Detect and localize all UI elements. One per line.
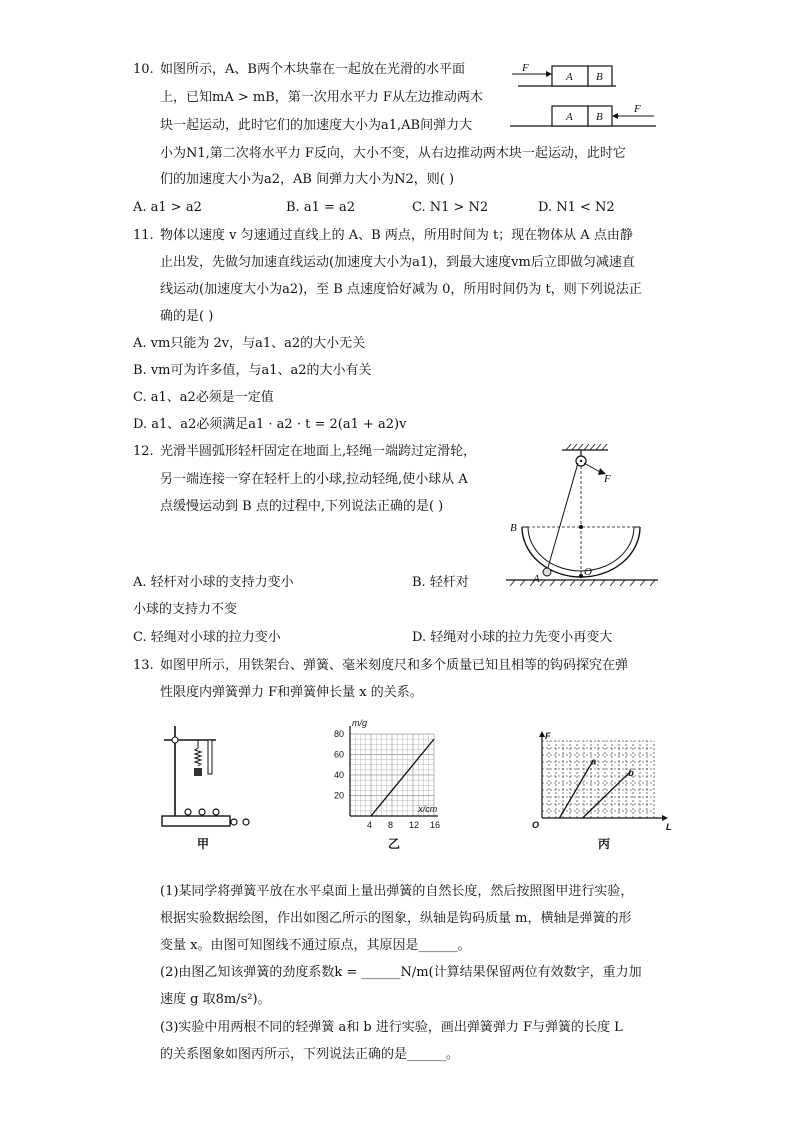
q10-line-1: 如图所示，A、B两个木块靠在一起放在光滑的水平面 — [160, 62, 465, 77]
q12-point-a-label: A — [533, 573, 540, 585]
x-axis-label: L — [666, 822, 672, 832]
q10-option-d: D. N1 < N2 — [538, 200, 615, 215]
q12-number: 12. — [133, 444, 154, 459]
x-axis-label: x/cm — [418, 804, 438, 814]
q12-line-1: 光滑半圆弧形轻杆固定在地面上,轻绳一端跨过定滑轮， — [160, 444, 477, 459]
q13-part2-line-1: (2)由图乙知该弹簧的劲度系数k = ______N/m(计算结果保留两位有效数字，重力加 — [160, 965, 642, 980]
x-tick-label: 4 — [367, 820, 373, 830]
q11-option-a: A. vm只能为 2v，与a1、a2的大小无关 — [133, 336, 366, 351]
q10-blocks-figure — [508, 60, 660, 132]
q13-line-2: 性限度内弹簧弹力 F和弹簧伸长量 x 的关系。 — [160, 685, 423, 700]
q13-number: 13. — [133, 658, 154, 673]
y-tick-label: 60 — [334, 749, 345, 760]
q12-point-o-label: O — [584, 566, 592, 578]
q12-option-c: C. 轻绳对小球的拉力变小 — [133, 630, 281, 645]
q13-part2-line-2: 速度 g 取8m/s²)。 — [160, 992, 271, 1007]
q12-option-b: B. 轻杆对 — [412, 575, 469, 590]
q13-caption-jia: 甲 — [197, 837, 210, 851]
series-line-a — [560, 761, 594, 818]
q10-block-a-label-bottom: A — [566, 111, 573, 123]
q10-line-3: 块一起运动，此时它们的加速度大小为a1,AB间弹力大 — [160, 118, 473, 133]
q13-line-1: 如图甲所示，用铁架台、弹簧、毫米刻度尺和多个质量已知且相等的钩码探究在弹 — [160, 658, 629, 673]
series-label-b: b — [628, 767, 634, 778]
q12-option-d: D. 轻绳对小球的拉力先变小再变大 — [412, 630, 613, 645]
q11-option-b: B. vm可为许多值，与a1、a2的大小有关 — [133, 363, 372, 378]
q13-part3-line-2: 的关系图象如图丙所示，下列说法正确的是______。 — [160, 1047, 460, 1062]
y-tick-label: 20 — [334, 790, 345, 801]
q11-option-c: C. a1、a2必须是一定值 — [133, 390, 274, 405]
q10-option-c: C. N1 > N2 — [412, 200, 489, 215]
q10-number: 10. — [133, 62, 154, 77]
q13-apparatus-figure — [150, 718, 260, 856]
q10-line-5: 们的加速度大小为a2，AB 间弹力大小为N2，则( ) — [160, 172, 455, 187]
q12-option-b-cont: 小球的支持力不变 — [133, 602, 238, 617]
q12-line-3: 点缓慢运动到 B 点的过程中,下列说法正确的是( ) — [160, 499, 444, 514]
q13-caption-yi: 乙 — [388, 837, 401, 851]
q13-part1-line-2: 根据实验数据绘图，作出如图乙所示的图象，纵轴是钩码质量 m，横轴是弹簧的形 — [160, 911, 632, 926]
y-tick-label: 40 — [334, 770, 345, 780]
q10-line-2: 上，已知mA > mB，第一次用水平力 F从左边推动两木 — [160, 90, 483, 105]
q13-chart-bing — [528, 718, 684, 856]
q10-option-a: A. a1 > a2 — [133, 200, 202, 215]
y-axis-label: F — [545, 731, 551, 741]
origin-label: O — [532, 820, 540, 830]
q10-line-4: 小为N1,第二次将水平力 F反向，大小不变，从右边推动两木块一起运动，此时它 — [160, 146, 626, 161]
q10-force-label-bottom: F — [634, 103, 641, 115]
q11-number: 11. — [133, 228, 154, 243]
y-tick-label: 80 — [334, 729, 345, 739]
x-tick-label: 8 — [388, 820, 394, 830]
q13-part1-line-1: (1)某同学将弹簧平放在水平桌面上量出弹簧的自然长度，然后按照图甲进行实验， — [160, 884, 634, 899]
q13-part3-line-1: (3)实验中用两根不同的轻弹簧 a和 b 进行实验，画出弹簧弹力 F与弹簧的长度 L — [160, 1020, 623, 1035]
q13-chart-yi — [322, 718, 462, 856]
q10-force-label-top: F — [522, 62, 529, 74]
q12-line-2: 另一端连接一穿在轻杆上的小球,拉动轻绳,使小球从 A — [160, 472, 468, 487]
q12-option-a: A. 轻杆对小球的支持力变小 — [133, 575, 294, 590]
q11-line-2: 止出发，先做匀加速直线运动(加速度大小为a1)，到最大速度vm后立即做匀减速直 — [160, 255, 635, 270]
q10-block-b-label-bottom: B — [596, 111, 603, 123]
q13-part1-line-3: 变量 x。由图可知图线不通过原点，其原因是______。 — [160, 938, 471, 953]
q12-ball — [543, 568, 551, 576]
apparatus-base — [162, 816, 230, 826]
q10-option-b: B. a1 = a2 — [286, 200, 356, 215]
q11-line-1: 物体以速度 v 匀速通过直线上的 A、B 两点，所用时间为 t；现在物体从 A 点由静 — [160, 228, 633, 243]
x-tick-label: 12 — [409, 820, 420, 830]
q12-point-b-label: B — [510, 522, 517, 534]
y-axis-label: m/g — [352, 718, 368, 728]
q10-block-a-label-top: A — [566, 71, 573, 83]
q11-line-4: 确的是( ) — [160, 309, 214, 324]
q10-block-b-label-top: B — [596, 71, 603, 83]
q12-force-label: F — [604, 473, 611, 485]
q11-line-3: 线运动(加速度大小为a2)，至 B 点速度恰好减为 0，所用时间仍为 t，则下列说法正 — [160, 282, 642, 297]
q11-option-d: D. a1、a2必须满足a1 · a2 · t = 2(a1 + a2)v — [133, 417, 407, 432]
series-label-a: a — [591, 756, 597, 767]
q12-semicircle-figure — [500, 442, 662, 594]
q13-caption-bing: 丙 — [598, 837, 611, 851]
x-axis-arrow — [662, 815, 668, 821]
x-tick-label: 16 — [430, 820, 441, 830]
